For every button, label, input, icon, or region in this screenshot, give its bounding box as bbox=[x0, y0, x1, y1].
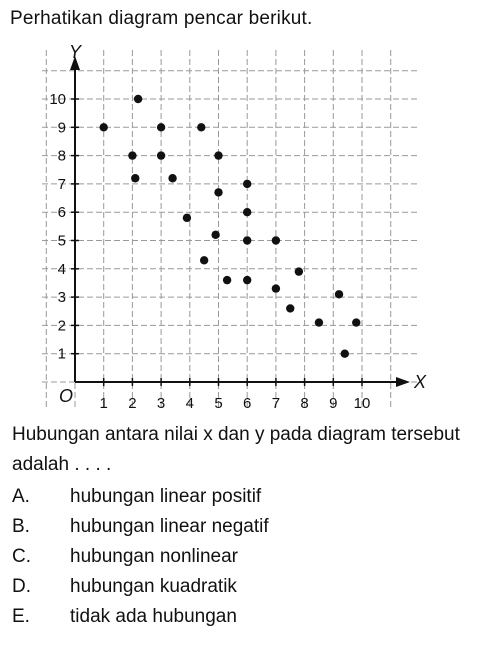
x-tick-label: 4 bbox=[185, 395, 194, 412]
option-b[interactable] bbox=[12, 512, 472, 542]
scatter-point bbox=[223, 276, 231, 284]
scatter-point bbox=[295, 267, 303, 275]
y-tick-label: 9 bbox=[57, 119, 66, 137]
y-tick-label: 10 bbox=[49, 91, 66, 108]
option-d-text: hubungan kuadratik bbox=[70, 576, 237, 597]
scatter-point bbox=[341, 350, 349, 358]
y-axis-label: Y bbox=[69, 42, 82, 62]
y-tick-label: 6 bbox=[57, 204, 66, 222]
scatter-point bbox=[200, 256, 208, 264]
option-e[interactable] bbox=[12, 602, 472, 632]
option-d[interactable] bbox=[12, 572, 472, 602]
scatter-point bbox=[157, 123, 165, 131]
y-tick-label: 7 bbox=[57, 175, 66, 193]
scatter-point bbox=[134, 95, 142, 103]
y-tick-label: 1 bbox=[57, 345, 66, 363]
x-axis-label: X bbox=[414, 372, 427, 392]
option-e-letter: E. bbox=[12, 606, 30, 627]
option-e-text: tidak ada hubungan bbox=[70, 606, 237, 627]
y-tick-label: 8 bbox=[57, 147, 66, 165]
scatter-point bbox=[272, 236, 280, 244]
y-tick-label: 2 bbox=[57, 317, 66, 335]
x-tick-label: 2 bbox=[128, 395, 137, 412]
scatter-point bbox=[243, 276, 251, 284]
scatter-point bbox=[131, 174, 139, 182]
option-d-letter: D. bbox=[12, 576, 31, 597]
option-b-letter: B. bbox=[12, 516, 30, 537]
answer-options bbox=[12, 482, 472, 632]
question-text: Hubungan antara nilai x dan y pada diagram tersebut adalah . . . . bbox=[12, 424, 460, 475]
origin-label: O bbox=[59, 386, 74, 406]
x-tick-label: 1 bbox=[99, 395, 108, 412]
x-tick-label: 10 bbox=[353, 395, 371, 412]
scatter-point bbox=[286, 304, 294, 312]
option-c-text: hubungan nonlinear bbox=[70, 546, 238, 567]
option-c[interactable] bbox=[12, 542, 472, 572]
scatter-point bbox=[214, 188, 222, 196]
scatter-point bbox=[128, 151, 136, 159]
y-tick-label: 4 bbox=[57, 260, 66, 278]
y-tick-label: 3 bbox=[57, 289, 66, 307]
scatter-point bbox=[100, 123, 108, 131]
scatter-point bbox=[315, 318, 323, 326]
option-a[interactable] bbox=[12, 482, 472, 512]
scatter-point bbox=[168, 174, 176, 182]
intro-text: Perhatikan diagram pencar berikut. bbox=[10, 8, 313, 29]
x-tick-label: 3 bbox=[156, 395, 166, 412]
scatter-point bbox=[157, 151, 165, 159]
x-tick-label: 7 bbox=[271, 395, 281, 412]
x-tick-label: 6 bbox=[243, 395, 252, 412]
x-tick-label: 8 bbox=[300, 395, 309, 412]
option-b-text: hubungan linear negatif bbox=[70, 516, 269, 537]
option-a-letter: A. bbox=[12, 486, 30, 507]
option-a-text: hubungan linear positif bbox=[70, 486, 262, 507]
y-tick-label: 5 bbox=[57, 232, 66, 250]
scatter-point bbox=[243, 208, 251, 216]
scatter-point bbox=[197, 123, 205, 131]
scatter-point bbox=[335, 290, 343, 298]
x-tick-label: 9 bbox=[329, 395, 338, 412]
scatter-point bbox=[272, 284, 280, 292]
x-axis-arrow-icon bbox=[396, 377, 410, 387]
option-c-letter: C. bbox=[12, 546, 31, 567]
scatter-point bbox=[211, 231, 219, 239]
scatter-point bbox=[243, 180, 251, 188]
scatter-point bbox=[214, 151, 222, 159]
scatter-point bbox=[352, 318, 360, 326]
scatter-point bbox=[183, 214, 191, 222]
x-tick-label: 5 bbox=[214, 395, 223, 412]
scatter-point bbox=[243, 236, 251, 244]
